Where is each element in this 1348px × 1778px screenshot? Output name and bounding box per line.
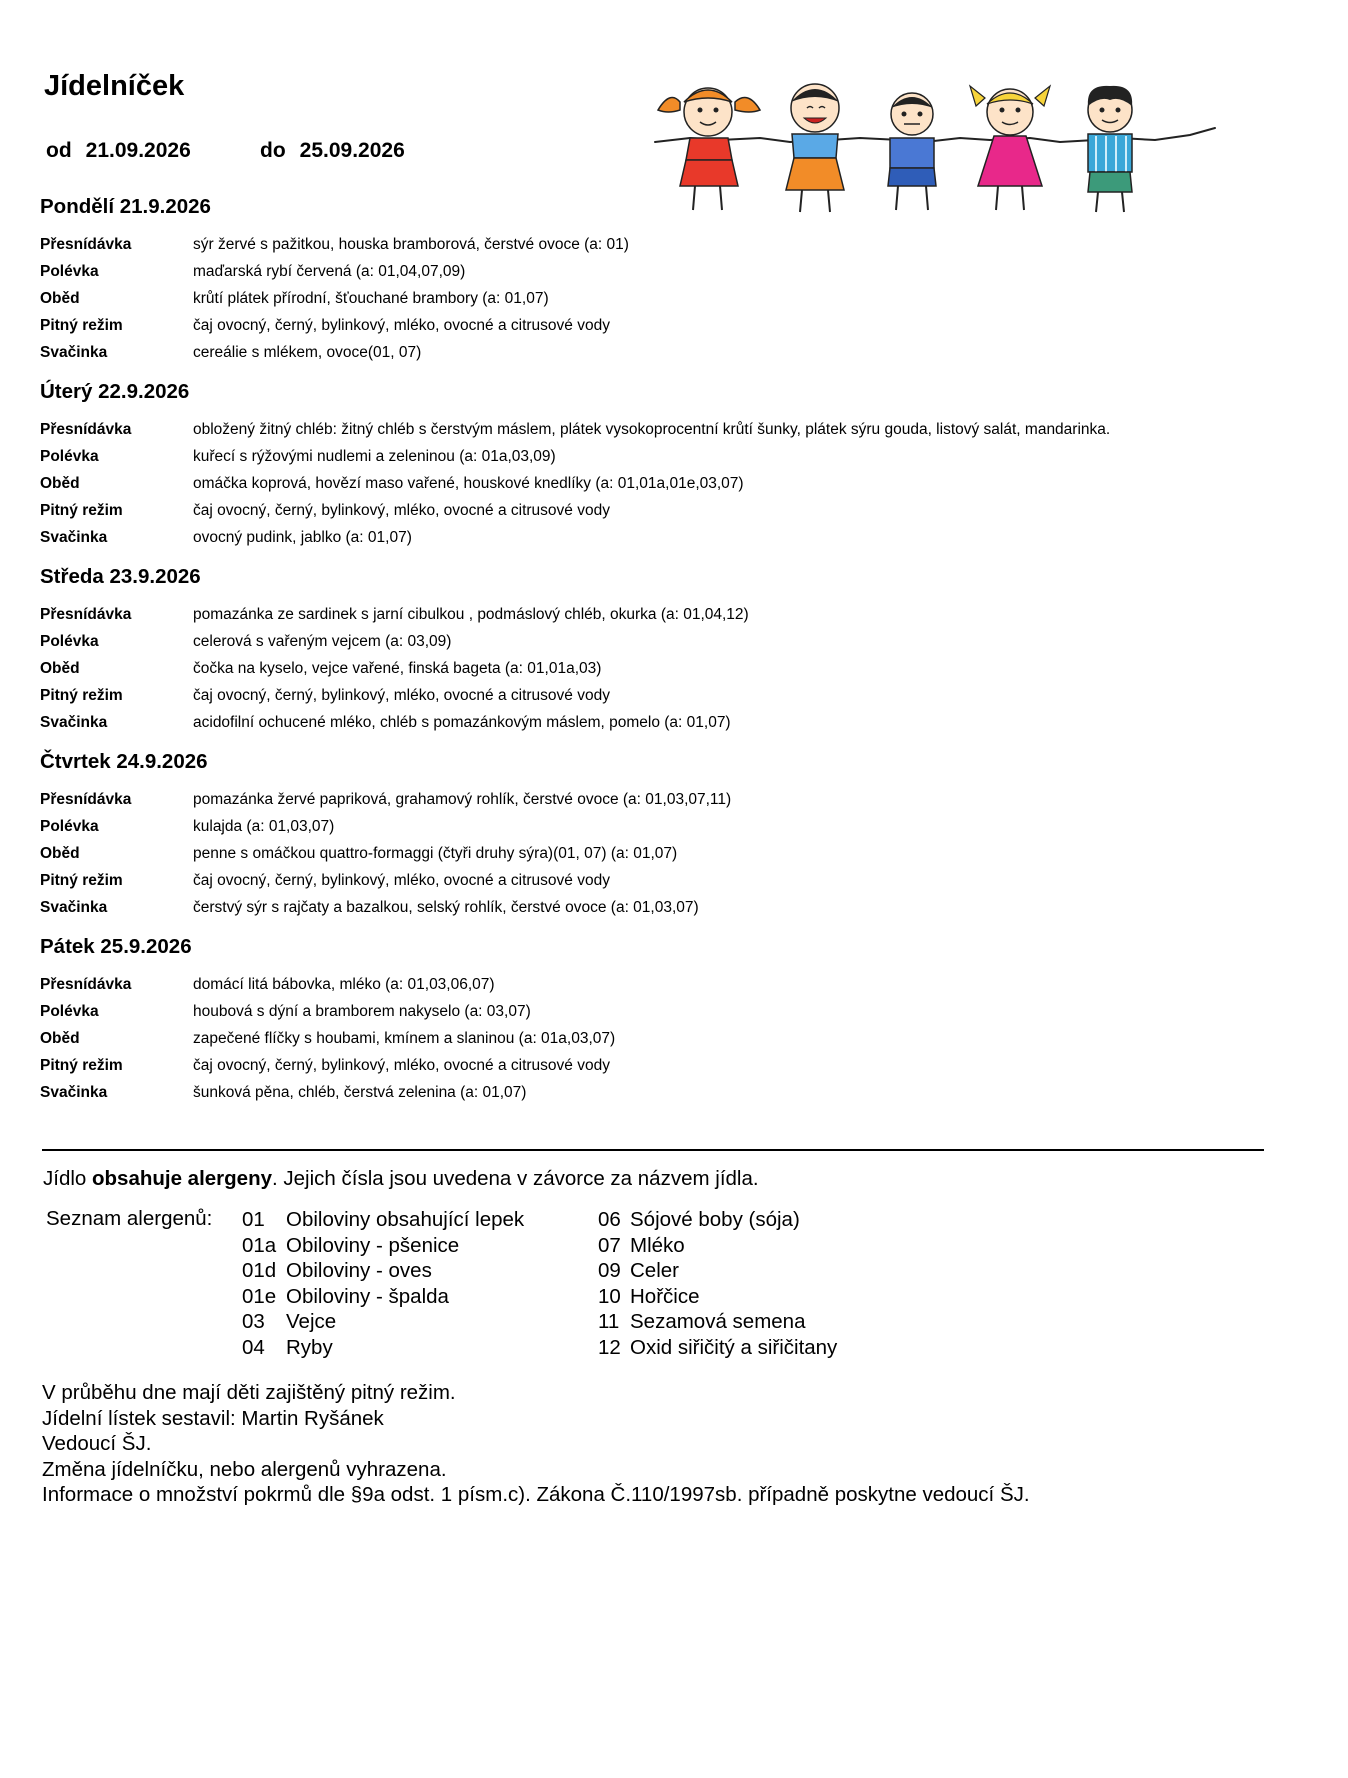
note-line: V průběhu dne mají děti zajištěný pitný režim. xyxy=(42,1381,456,1404)
allergen-name: Hořčice xyxy=(630,1284,700,1308)
day-title: Středa 23.9.2026 xyxy=(40,565,201,588)
allergen-code: 01 xyxy=(242,1208,265,1231)
meal-row xyxy=(40,709,1310,736)
allergen-code: 03 xyxy=(242,1310,265,1333)
meal-label: Přesnídávka xyxy=(40,976,132,993)
meal-row xyxy=(40,258,1310,285)
meal-text: omáčka koprová, hovězí maso vařené, houskové knedlíky (a: 01,01a,01e,03,07) xyxy=(193,475,744,492)
day-title: Pátek 25.9.2026 xyxy=(40,935,192,958)
allergen-code: 01e xyxy=(242,1284,277,1308)
allergen-intro-prefix: Jídlo xyxy=(43,1167,92,1190)
meal-label: Oběd xyxy=(40,660,80,677)
date-to xyxy=(260,139,405,163)
meal-row xyxy=(40,443,1310,470)
allergen-item xyxy=(598,1233,837,1259)
allergen-item xyxy=(242,1309,524,1335)
allergen-name: Sezamová semena xyxy=(630,1310,806,1333)
allergen-item xyxy=(242,1258,524,1284)
note-line: Informace o množství pokrmů dle §9a odst. 1 písm.c). Zákona Č.110/1997sb. případně poskytne vedoucí ŠJ. xyxy=(42,1483,1030,1506)
meal-row xyxy=(40,339,1310,366)
meal-row xyxy=(40,497,1310,524)
weekly-menu xyxy=(40,193,1310,1106)
date-to-label: do xyxy=(260,139,286,162)
meal-row xyxy=(40,628,1310,655)
meal-text: čaj ovocný, černý, bylinkový, mléko, ovocné a citrusové vody xyxy=(193,1057,610,1074)
meal-label: Polévka xyxy=(40,448,99,465)
allergen-name: Sójové boby (sója) xyxy=(630,1208,800,1231)
meal-row xyxy=(40,470,1310,497)
meal-text: zapečené flíčky s houbami, kmínem a slaninou (a: 01a,03,07) xyxy=(193,1030,616,1047)
allergen-item xyxy=(242,1233,524,1259)
allergen-code: 11 xyxy=(598,1310,620,1333)
allergen-code: 12 xyxy=(598,1335,621,1359)
meal-label: Oběd xyxy=(40,475,80,492)
meal-row xyxy=(40,813,1310,840)
meal-label: Přesnídávka xyxy=(40,791,132,808)
meal-label: Přesnídávka xyxy=(40,421,132,438)
meal-label: Přesnídávka xyxy=(40,236,132,253)
allergen-name: Obiloviny obsahující lepek xyxy=(286,1208,525,1231)
meal-text: krůtí plátek přírodní, šťouchané brambory (a: 01,07) xyxy=(193,290,549,307)
meal-row xyxy=(40,682,1310,709)
meal-row xyxy=(40,655,1310,682)
allergen-code: 04 xyxy=(242,1335,265,1359)
meal-label: Pitný režim xyxy=(40,687,123,704)
meal-label: Oběd xyxy=(40,290,80,307)
allergen-item xyxy=(242,1335,524,1361)
meal-row xyxy=(40,601,1310,628)
day-title: Čtvrtek 24.9.2026 xyxy=(40,750,208,773)
allergen-column-2 xyxy=(598,1207,837,1360)
meal-text: obložený žitný chléb: žitný chléb s čerstvým máslem, plátek vysokoprocentní krůtí šunky, plátek sýru gouda, listový salát, mandarinka. xyxy=(193,421,1111,438)
meal-text: pomazánka ze sardinek s jarní cibulkou , podmáslový chléb, okurka (a: 01,04,12) xyxy=(193,606,749,623)
meal-label: Svačinka xyxy=(40,714,108,731)
meal-row xyxy=(40,786,1310,813)
allergen-name: Mléko xyxy=(630,1233,685,1257)
meal-label: Polévka xyxy=(40,818,99,835)
allergen-intro xyxy=(43,1167,759,1191)
day-section xyxy=(40,193,1310,366)
meal-text: domácí litá bábovka, mléko (a: 01,03,06,07) xyxy=(193,976,495,993)
day-section xyxy=(40,933,1310,1106)
allergen-intro-suffix: . Jejich čísla jsou uvedena v závorce za názvem jídla. xyxy=(272,1167,759,1190)
day-section xyxy=(40,563,1310,736)
divider xyxy=(42,1149,1264,1151)
day-title: Úterý 22.9.2026 xyxy=(40,380,190,403)
meal-label: Svačinka xyxy=(40,344,108,361)
day-section xyxy=(40,378,1310,551)
meal-label: Polévka xyxy=(40,633,99,650)
meal-row xyxy=(40,998,1310,1025)
meal-row xyxy=(40,416,1310,443)
meal-row xyxy=(40,867,1310,894)
allergen-name: Oxid siřičitý a siřičitany xyxy=(630,1335,838,1359)
meal-text: čaj ovocný, černý, bylinkový, mléko, ovocné a citrusové vody xyxy=(193,502,610,519)
meal-text: acidofilní ochucené mléko, chléb s pomazánkovým máslem, pomelo (a: 01,07) xyxy=(193,714,731,731)
meal-label: Svačinka xyxy=(40,899,108,916)
date-from xyxy=(46,139,191,163)
meal-label: Přesnídávka xyxy=(40,606,132,623)
meal-text: ovocný pudink, jablko (a: 01,07) xyxy=(193,529,412,546)
note-line: Vedoucí ŠJ. xyxy=(42,1432,152,1455)
day-section xyxy=(40,748,1310,921)
allergen-code: 01a xyxy=(242,1233,277,1257)
allergen-list-heading: Seznam alergenů: xyxy=(46,1207,213,1230)
meal-text: čerstvý sýr s rajčaty a bazalkou, selský rohlík, čerstvé ovoce (a: 01,03,07) xyxy=(193,899,699,916)
meal-text: penne s omáčkou quattro-formaggi (čtyři druhy sýra)(01, 07) (a: 01,07) xyxy=(193,845,678,862)
meal-text: cereálie s mlékem, ovoce(01, 07) xyxy=(193,344,422,361)
meal-text: čaj ovocný, černý, bylinkový, mléko, ovocné a citrusové vody xyxy=(193,687,610,704)
allergen-item xyxy=(242,1284,524,1310)
meal-label: Pitný režim xyxy=(40,317,123,334)
allergen-item xyxy=(598,1309,837,1335)
meal-row xyxy=(40,524,1310,551)
meal-row xyxy=(40,231,1310,258)
note-line: Jídelní lístek sestavil: Martin Ryšánek xyxy=(42,1406,384,1430)
meal-text: šunková pěna, chléb, čerstvá zelenina (a: 01,07) xyxy=(193,1084,527,1101)
meal-label: Polévka xyxy=(40,1003,99,1020)
meal-label: Svačinka xyxy=(40,1084,108,1101)
meal-row xyxy=(40,1025,1310,1052)
allergen-name: Obiloviny - oves xyxy=(286,1259,432,1282)
note-line: Změna jídelníčku, nebo alergenů vyhrazena. xyxy=(42,1457,447,1481)
meal-label: Polévka xyxy=(40,263,99,280)
allergen-name: Ryby xyxy=(286,1335,333,1359)
meal-row xyxy=(40,894,1310,921)
meal-text: čočka na kyselo, vejce vařené, finská bageta (a: 01,01a,03) xyxy=(193,660,602,677)
meal-text: kulajda (a: 01,03,07) xyxy=(193,818,335,835)
allergen-item xyxy=(598,1207,837,1233)
meal-row xyxy=(40,971,1310,998)
date-from-value: 21.09.2026 xyxy=(85,139,191,162)
meal-row xyxy=(40,1052,1310,1079)
meal-text: kuřecí s rýžovými nudlemi a zeleninou (a: 01a,03,09) xyxy=(193,448,556,465)
allergen-item xyxy=(598,1258,837,1284)
day-title: Pondělí 21.9.2026 xyxy=(40,195,211,218)
meal-row xyxy=(40,285,1310,312)
allergen-code: 07 xyxy=(598,1233,621,1257)
meal-text: čaj ovocný, černý, bylinkový, mléko, ovocné a citrusové vody xyxy=(193,872,610,889)
meal-text: pomazánka žervé papriková, grahamový rohlík, čerstvé ovoce (a: 01,03,07,11) xyxy=(193,791,732,808)
allergen-item xyxy=(598,1335,837,1361)
meal-text: sýr žervé s pažitkou, houska bramborová, čerstvé ovoce (a: 01) xyxy=(193,236,629,253)
kid-1 xyxy=(658,88,760,210)
meal-label: Pitný režim xyxy=(40,872,123,889)
meal-text: celerová s vařeným vejcem (a: 03,09) xyxy=(193,633,452,650)
meal-label: Pitný režim xyxy=(40,502,123,519)
date-from-label: od xyxy=(46,139,72,162)
allergen-name: Obiloviny - pšenice xyxy=(286,1233,460,1257)
meal-label: Svačinka xyxy=(40,529,108,546)
meal-label: Oběd xyxy=(40,1030,80,1047)
meal-label: Pitný režim xyxy=(40,1057,123,1074)
allergen-name: Celer xyxy=(630,1259,679,1282)
kid-4 xyxy=(970,86,1050,210)
meal-row xyxy=(40,312,1310,339)
allergen-name: Vejce xyxy=(286,1310,337,1333)
meal-row xyxy=(40,1079,1310,1106)
allergen-intro-bold: obsahuje alergeny xyxy=(92,1167,273,1190)
allergen-column-1 xyxy=(242,1207,524,1360)
meal-text: houbová s dýní a bramborem nakyselo (a: 03,07) xyxy=(193,1003,531,1020)
allergen-code: 09 xyxy=(598,1259,621,1282)
page-title: Jídelníček xyxy=(44,70,185,102)
allergen-item xyxy=(598,1284,837,1310)
allergen-name: Obiloviny - špalda xyxy=(286,1284,449,1308)
allergen-code: 06 xyxy=(598,1208,621,1231)
date-to-value: 25.09.2026 xyxy=(299,139,405,162)
allergen-item xyxy=(242,1207,524,1233)
meal-text: maďarská rybí červená (a: 01,04,07,09) xyxy=(193,263,466,280)
footer-notes xyxy=(42,1380,1030,1508)
allergen-code: 01d xyxy=(242,1259,277,1282)
meal-text: čaj ovocný, černý, bylinkový, mléko, ovocné a citrusové vody xyxy=(193,317,610,334)
allergen-code: 10 xyxy=(598,1284,621,1308)
meal-label: Oběd xyxy=(40,845,80,862)
meal-row xyxy=(40,840,1310,867)
